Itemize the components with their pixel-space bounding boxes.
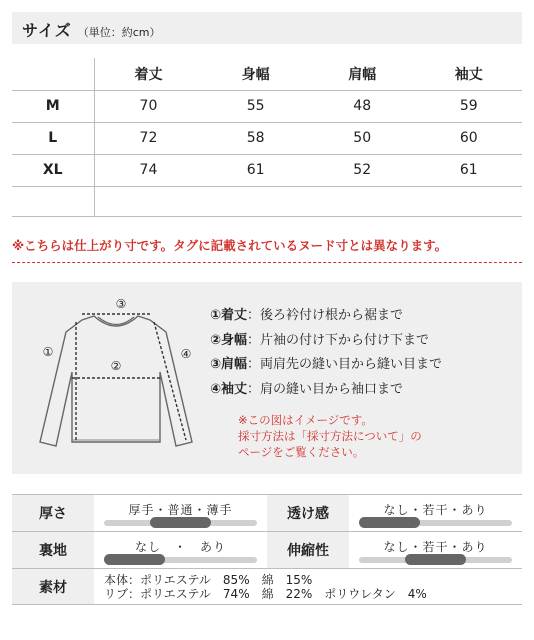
- marker-1: ①: [42, 345, 54, 359]
- lining-scale: なし ・ あり: [94, 532, 267, 569]
- table-cell: 60: [415, 122, 522, 154]
- column-header: 袖丈: [415, 58, 522, 90]
- marker-3: ③: [115, 297, 127, 311]
- column-header: 着丈: [94, 58, 202, 90]
- scale-indicator: [359, 517, 420, 528]
- shirt-illustration: [26, 292, 206, 464]
- stretch-label: 伸縮性: [267, 532, 349, 569]
- column-header: 肩幅: [309, 58, 416, 90]
- marker-4: ④: [180, 347, 192, 361]
- table-cell: 52: [309, 154, 416, 186]
- definition-item: ②身幅：片袖の付け下から付け下まで: [210, 332, 430, 348]
- row-label: L: [12, 122, 94, 154]
- table-cell-empty: [202, 186, 309, 216]
- lining-label: 裏地: [12, 532, 94, 569]
- table-cell: 55: [202, 90, 309, 122]
- unit-note: （単位：約cm）: [77, 26, 161, 39]
- transparency-label: 透け感: [267, 495, 349, 532]
- table-corner: [12, 58, 94, 90]
- table-cell: 48: [309, 90, 416, 122]
- table-cell: 70: [94, 90, 202, 122]
- material-value: 本体：ポリエステル 85% 綿 15% リブ：ポリエステル 74% 綿 22% ポリウレタン 4%: [94, 569, 522, 605]
- definition-item: ①着丈：後ろ衿付け根から裾まで: [210, 308, 404, 323]
- scale-indicator: [104, 554, 165, 565]
- definition-item: ③肩幅：両肩先の縫い目から縫い目まで: [210, 357, 443, 372]
- diagram-note: ※この図はイメージです。 採寸方法は「採寸方法について」の ページをご覧ください。: [238, 413, 422, 459]
- table-row: [12, 154, 522, 186]
- thickness-scale: 厚手・普通・薄手: [94, 495, 267, 532]
- row-label: M: [12, 90, 94, 122]
- table-cell: 58: [202, 122, 309, 154]
- attribute-row: [12, 495, 522, 532]
- row-label-empty: [12, 186, 94, 216]
- table-cell-empty: [94, 186, 202, 216]
- row-label: XL: [12, 154, 94, 186]
- marker-2: ②: [110, 359, 122, 373]
- table-cell-empty: [415, 186, 522, 216]
- size-header: [12, 12, 522, 44]
- table-cell: 59: [415, 90, 522, 122]
- table-cell: 50: [309, 122, 416, 154]
- size-table: [12, 58, 522, 217]
- column-header: 身幅: [202, 58, 309, 90]
- finish-size-notice: ※こちらは仕上がり寸です。タグに記載されているヌード寸とは異なります。: [12, 236, 522, 263]
- transparency-scale: なし・若干・あり: [349, 495, 522, 532]
- table-cell-empty: [309, 186, 416, 216]
- table-row: [12, 90, 522, 122]
- table-cell: 61: [415, 154, 522, 186]
- material-label: 素材: [12, 569, 94, 605]
- stretch-scale: なし・若干・あり: [349, 532, 522, 569]
- table-cell: 72: [94, 122, 202, 154]
- fabric-attributes-table: [12, 494, 522, 605]
- sleeve-measure-line: [154, 322, 186, 440]
- measurement-diagram: [12, 282, 522, 474]
- table-header-row: [12, 58, 522, 90]
- scale-indicator: [405, 554, 466, 565]
- thickness-label: 厚さ: [12, 495, 94, 532]
- definition-item: ④袖丈：肩の縫い目から袖口まで: [210, 381, 404, 397]
- section-title: サイズ: [22, 21, 72, 40]
- table-row: [12, 122, 522, 154]
- table-row-empty: [12, 186, 522, 216]
- attribute-row: [12, 532, 522, 569]
- table-cell: 61: [202, 154, 309, 186]
- measurement-definitions: [210, 304, 442, 402]
- attribute-row: [12, 569, 522, 605]
- scale-indicator: [150, 517, 211, 528]
- table-cell: 74: [94, 154, 202, 186]
- shirt-outline: [40, 316, 192, 446]
